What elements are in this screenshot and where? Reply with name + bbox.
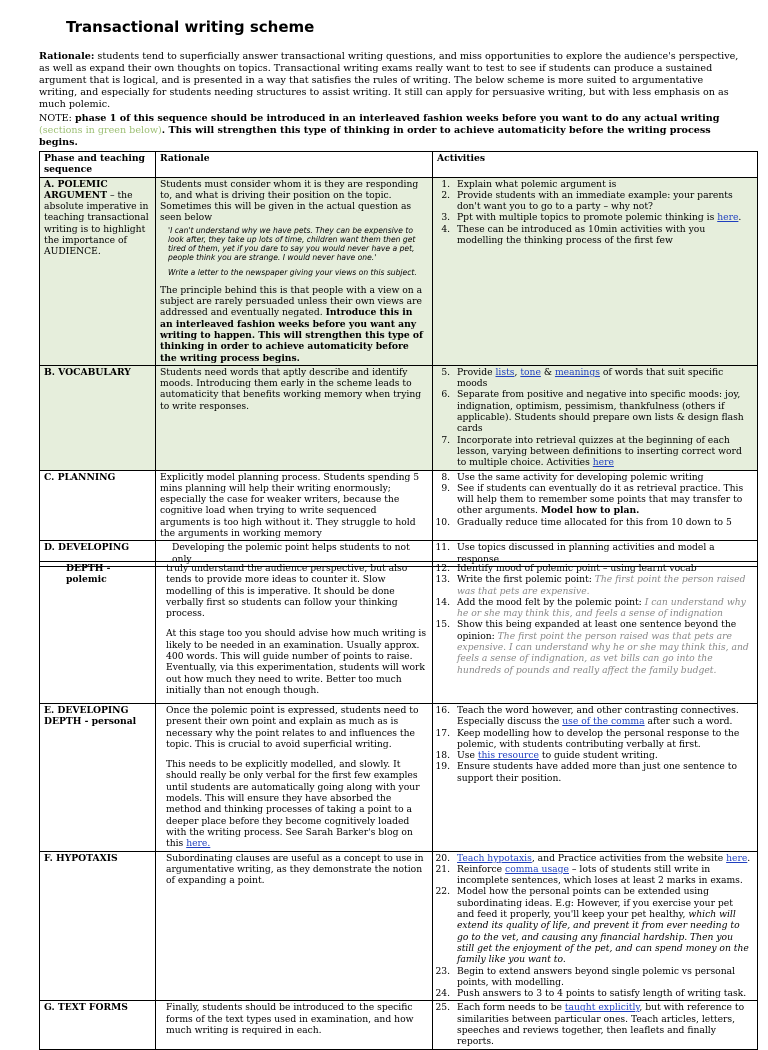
note-bold-1: phase 1 of this sequence should be introduced in an interleaved fashion weeks before you want to do any actual writing	[74, 113, 720, 124]
row-text-forms	[40, 1001, 758, 1049]
activity-6: 6. Separate from positive and negative into specific moods: joy, indignation, optimism, pessimism, thankfulness (others if applicable). Students should prepare own lists & design flash cards	[453, 389, 753, 434]
quote-exam-task: Write a letter to the newspaper giving your views on this subject.	[168, 267, 417, 277]
row-planning	[40, 470, 758, 541]
activity-16: 16. Teach the word however, and other contrasting connectives. Especially discuss the use of the comma after such a word.	[453, 705, 753, 728]
rationale-text: students tend to superficially answer transactional writing questions, and miss opportunities to explore the audience's perspective, as well as expand their own thoughts on topics. Transactional writing exams really want to test to see if students can produce a sustained argument that is logical, and is presented in a way that satisfies the rules of writing. The below scheme is more suited to argumentative writing, and especially for students needing structures to assist writing. It still can apply for persuasive writing, but with less emphasis on as much polemic.	[39, 51, 739, 110]
activity-12: 12. Identify mood of polemic point – using learnt vocab	[453, 563, 753, 574]
phase-b: B. VOCABULARY	[40, 365, 156, 470]
activity-9: 9. See if students can eventually do it as retrieval practice. This will help them to remember some points that may transfer to other arguments. Model how to plan.	[453, 483, 753, 517]
phase-a: A. POLEMIC ARGUMENT – the absolute imperative in teaching transactional writing is to highlight the importance of AUDIENCE.	[40, 177, 156, 365]
activity-19: 19. Ensure students have added more than just one sentence to support their position.	[453, 761, 753, 784]
ppt-link[interactable]: here	[717, 212, 739, 224]
comma-use-link[interactable]: use of the comma	[562, 716, 645, 728]
activity-15: 15. Show this being expanded at least one sentence beyond the opinion: The first point the person raised was that pets are expensive. I can understand why he or she may think this, and feels a sense of indignation, as vet bills can go into the hundreds of pounds and really affect the family budget.	[453, 619, 753, 675]
activity-14: 14. Add the mood felt by the polemic point: I can understand why he or she may think this, and feels a sense of indignation	[453, 597, 753, 620]
activity-7: 7. Incorporate into retrieval quizzes at the beginning of each lesson, varying between definitions to inserting correct word to multiple choice. Activities here	[453, 435, 753, 469]
row-developing-depth-personal	[40, 704, 758, 852]
activity-17: 17. Keep modelling how to develop the personal response to the polemic, with students contributing verbally at first.	[453, 728, 753, 751]
activities-c	[433, 470, 758, 541]
activities-d	[433, 562, 758, 704]
activity-10: 10. Gradually reduce time allocated for this from 10 down to 5	[453, 517, 753, 528]
activities-e	[433, 704, 758, 852]
note-green-text: (sections in green below)	[39, 125, 162, 136]
scheme-table-page-2	[39, 561, 758, 1050]
activity-5: 5. Provide lists, tone & meanings of words that suit specific moods	[453, 367, 753, 390]
meanings-link[interactable]: meanings	[554, 366, 600, 378]
rationale-c: Explicitly model planning process. Students spending 5 mins planning will help their writing enormously; especially the case for weaker writers, because the cognitive load when trying to write sequenced arguments is too high without it. They struggle to hold the arguments in working memory	[156, 470, 433, 541]
row-developing-depth-polemic	[40, 562, 758, 704]
taught-explicitly-link[interactable]: taught explicitly	[564, 1002, 640, 1014]
note-bold-2: . This will strengthen this type of thinking in order to achieve automaticity before the writing process begins.	[39, 125, 711, 148]
activity-24: 24. Push answers to 3 to 4 points to satisfy length of writing task.	[453, 988, 753, 999]
teach-hypotaxis-link[interactable]: Teach hypotaxis	[457, 852, 532, 864]
lists-link[interactable]: lists	[495, 366, 515, 378]
blog-link[interactable]: here.	[186, 838, 211, 850]
note-label: NOTE:	[39, 113, 75, 124]
activities-b	[433, 365, 758, 470]
header-phase: Phase and teaching sequence	[40, 152, 156, 178]
header-rationale: Rationale	[156, 152, 433, 178]
activity-8: 8. Use the same activity for developing polemic writing	[453, 472, 753, 483]
rationale-a: Students must consider whom it is they are responding to, and what is driving their position on the topic. Sometimes this will be given in the actual question as seen below 'I can't understand why we have pets. They can be expensive to look after, they take up lots of time, children want them then get tired of them, yet if you dare to say you would never have a pet, people think you are strange. I would never have one.' Write a letter to the newspaper giving your views on this subject. The principle behind this is that people with a view on a subject are rarely persuaded unless their own views are addressed and eventually negated. Introduce this in an interleaved fashion weeks before you want any writing to happen. This will strengthen this type of thinking in order to achieve automaticity before the writing process begins.	[156, 177, 433, 365]
activity-21: 21. Reinforce comma usage – lots of students still write in incomplete sentences, which loses at least 2 marks in exams.	[453, 864, 753, 887]
rationale-e: Once the polemic point is expressed, students need to present their own point and explain as much as is necessary why the point relates to and influences the topic. This is crucial to avoid superficial writing. This needs to be explicitly modelled, and slowly. It should really be only verbal for the first few examples until students are automatically going along with your models. This will ensure they have absorbed the method and thinking processes of taking a point to a deeper place before they become cognitively loaded with the writing process. See Sarah Barker's blog on this here.	[156, 704, 433, 852]
rationale-label: Rationale:	[39, 51, 95, 62]
activity-18: 18. Use this resource to guide student writing.	[453, 750, 753, 761]
activity-23: 23. Begin to extend answers beyond single polemic vs personal points, with modelling.	[453, 966, 753, 989]
activities-link[interactable]: here	[592, 457, 614, 469]
rationale-g: Finally, students should be introduced to the specific forms of the text types used in examination, and how much writing is required in each.	[156, 1001, 433, 1049]
rationale-b: Students need words that aptly describe and identify moods. Introducing them early in the scheme leads to automaticity that benefits working memory when trying to write responses.	[156, 365, 433, 470]
activity-1: 1. Explain what polemic argument is	[453, 179, 753, 190]
phase-d-cont: DEPTH - polemic	[40, 562, 156, 704]
activity-20: 20. Teach hypotaxis, and Practice activities from the website here.	[453, 853, 753, 864]
rationale-d-start: Developing the polemic point helps students to not only	[156, 541, 433, 567]
row-vocabulary	[40, 365, 758, 470]
quote-exam-question: 'I can't understand why we have pets. They can be expensive to look after, they take up lots of time, children want them then get tired of them, yet if you dare to say you would never have a pet, people think you are strange. I would never have one.'	[168, 225, 416, 262]
note-paragraph	[39, 113, 739, 149]
phase-c: C. PLANNING	[40, 470, 156, 541]
activity-11: 11. Use topics discussed in planning activities and model a response	[453, 542, 753, 565]
activities-g	[433, 1001, 758, 1049]
rationale-paragraph	[39, 51, 739, 111]
activities-f	[433, 851, 758, 1001]
row-polemic-argument	[40, 177, 758, 365]
activity-2: 2. Provide students with an immediate example: your parents don't want you to go to a party – why not?	[453, 190, 753, 213]
activity-4: 4. These can be introduced as 10min activities with you modelling the thinking process of the first few	[453, 224, 753, 247]
header-activities: Activities	[433, 152, 758, 178]
comma-usage-link[interactable]: comma usage	[505, 863, 569, 875]
tone-link[interactable]: tone	[520, 366, 541, 378]
website-link[interactable]: here	[726, 852, 748, 864]
phase-f: F. HYPOTAXIS	[40, 851, 156, 1001]
phase-e: E. DEVELOPING DEPTH - personal	[40, 704, 156, 852]
activity-3: 3. Ppt with multiple topics to promote polemic thinking is here.	[453, 212, 753, 223]
row-hypotaxis	[40, 851, 758, 1001]
activities-a	[433, 177, 758, 365]
activity-22: 22. Model how the personal points can be extended using subordinating ideas. E.g: However, if you exercise your pet and feed it properly, you'll keep your pet healthy, which will extend its quality of life, and prevent it from ever needing to go to the vet, and causing any financial hardship. Then you still get the enjoyment of the pet, and can spend money on the family like you want to.	[453, 886, 753, 965]
page-title: Transactional writing scheme	[66, 18, 315, 36]
activity-13: 13. Write the first polemic point: The first point the person raised was that pets are expensive.	[453, 574, 753, 597]
scheme-table-page-1	[39, 151, 758, 567]
phase-d: D. DEVELOPING	[40, 541, 156, 567]
rationale-d: truly understand the audience perspective, but also tends to provide more ideas to counter it. Slow modelling of this is imperative. It should be done verbally first so students can follow your thinking process. At this stage too you should advise how much writing is likely to be needed in an examination. Usually approx. 400 words. This will guide number of points to raise. Eventually, via this experimentation, students will work out how much they need to write. Better too much initially than not enough though.	[156, 562, 433, 704]
activity-25: 25. Each form needs to be taught explicitly, but with reference to similarities between particular ones. Teach articles, letters, speeches and reviews together, then leaflets and finally reports.	[453, 1002, 753, 1047]
phase-g: G. TEXT FORMS	[40, 1001, 156, 1049]
resource-link[interactable]: this resource	[477, 750, 539, 762]
rationale-f: Subordinating clauses are useful as a concept to use in argumentative writing, as they demonstrate the notion of expanding a point.	[156, 851, 433, 1001]
